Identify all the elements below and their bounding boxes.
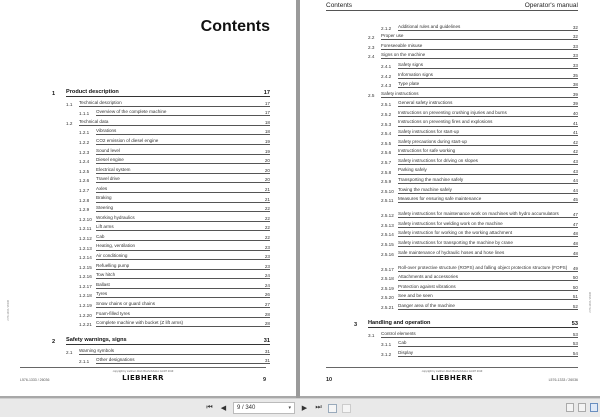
toc-entry-number: 2.5.8	[381, 169, 392, 175]
toc-entry-page: 44	[572, 187, 578, 193]
toc-entry[interactable]	[52, 107, 270, 117]
toc-entry-page: 17	[264, 100, 270, 106]
toc-entry[interactable]	[368, 107, 578, 117]
toc-entry-number: 2.4	[368, 54, 375, 60]
toc-entry-page: 53	[571, 321, 578, 328]
toc-entry[interactable]	[368, 218, 578, 228]
toc-entry[interactable]	[368, 79, 578, 89]
toc-entry-page: 21	[264, 186, 270, 192]
toc-entry[interactable]	[368, 127, 578, 137]
toc-entry-number: 2.1	[66, 349, 73, 355]
toc-entry[interactable]	[368, 175, 578, 185]
toc-entry-title[interactable]: Safety instructions for maintenance work on machines with hydro accumulators	[398, 211, 578, 218]
toc-entry-title[interactable]: Type plate	[398, 81, 578, 88]
toc-entry[interactable]	[52, 164, 270, 174]
toc-entry-number: 1	[52, 91, 56, 97]
toc-entry[interactable]	[368, 146, 578, 156]
toc-entry-title[interactable]: Tyres	[96, 291, 270, 298]
toc-entry-number: 1.2	[66, 120, 73, 126]
toc-entry[interactable]	[52, 251, 270, 261]
toc-entry-number: 1.2.14	[79, 255, 92, 261]
toc-entry-page: 22	[264, 234, 270, 240]
toc-entry-number: 2.1.1	[79, 359, 90, 365]
toc-entry-title[interactable]: Proper use	[381, 33, 578, 40]
toc-entry-title[interactable]: Refuelling pump	[96, 263, 270, 270]
toc-entry-page: 48	[572, 250, 578, 256]
toc-entry-number: 1.2.9	[79, 207, 90, 213]
toc-entry[interactable]	[368, 338, 578, 348]
toc-entry-number: 2.5.16	[381, 251, 394, 257]
toc-entry-title[interactable]: Technical description	[79, 100, 270, 107]
table-of-contents-right	[354, 21, 578, 357]
running-head-manual: Operator's manual	[524, 2, 578, 9]
toc-entry[interactable]	[52, 355, 270, 365]
toc-entry-number: 1.2.10	[79, 216, 92, 222]
toc-entry-number: 2.5.21	[381, 305, 394, 311]
toc-entry[interactable]	[354, 314, 578, 329]
prev-page-button[interactable]: ◀	[220, 405, 227, 412]
toc-entry-page: 48	[572, 231, 578, 237]
toc-entry-title[interactable]: Safety instructions for welding work on the machine	[398, 221, 578, 228]
toc-entry-title[interactable]: Snow chains or guard chains	[96, 301, 270, 308]
toc-entry-page: 53	[572, 331, 578, 337]
toc-entry[interactable]	[368, 257, 578, 272]
copyright-text: copyright by Liebherr-Werk Bischofshofen GmbH 2019	[421, 370, 483, 373]
liebherr-logo: LIEBHERR	[431, 374, 473, 382]
toc-entry-page: 26	[264, 292, 270, 298]
toc-entry-page: 54	[572, 350, 578, 356]
toc-entry-title[interactable]: See and be seen	[398, 293, 578, 300]
toc-entry-title[interactable]: Foreseeable misuse	[381, 43, 578, 50]
toc-entry-number: 1.2.1	[79, 130, 90, 136]
toc-entry[interactable]	[52, 331, 270, 345]
toc-entry-number: 2.4.2	[381, 73, 392, 79]
toc-entry[interactable]	[368, 88, 578, 98]
toc-entry-page: 43	[572, 158, 578, 164]
toc-entry-number: 2.5.3	[381, 121, 392, 127]
toc-entry-number: 2.5.17	[381, 266, 394, 272]
toc-entry[interactable]	[52, 260, 270, 270]
toc-entry-number: 2.5	[368, 92, 375, 98]
toc-entry-page: 39	[572, 91, 578, 97]
toc-entry[interactable]	[368, 228, 578, 238]
toc-entry-number: 1.2.15	[79, 264, 92, 270]
toc-entry-title[interactable]: Cab	[398, 340, 578, 347]
toc-entry-title[interactable]: Safety instructions for transporting the machine by crane	[398, 240, 578, 247]
toc-entry-page: 38	[572, 82, 578, 88]
toc-entry[interactable]	[52, 222, 270, 232]
toc-entry-title[interactable]: Control elements	[381, 331, 578, 338]
single-page-view-icon[interactable]	[566, 403, 574, 412]
toc-entry[interactable]	[368, 281, 578, 291]
toc-entry[interactable]	[52, 116, 270, 126]
toc-entry-title[interactable]: Braking	[96, 195, 270, 202]
table-of-contents-left	[52, 79, 270, 364]
page-footer-right	[326, 367, 578, 387]
toc-entry[interactable]	[52, 298, 270, 308]
toc-entry-page: 47	[572, 212, 578, 218]
toc-entry[interactable]	[368, 155, 578, 165]
toc-entry-page: 20	[264, 158, 270, 164]
toc-entry-number: 2.5.4	[381, 131, 392, 137]
toc-entry-title[interactable]: Technical data	[79, 119, 270, 126]
toc-entry-title[interactable]: Safety instructions for start-up	[398, 129, 578, 136]
toc-entry[interactable]	[52, 203, 270, 213]
toc-entry-number: 2.5.1	[381, 102, 392, 108]
toc-entry-number: 1.2.21	[79, 322, 92, 328]
toc-entry-title[interactable]: Heating, ventilation	[96, 243, 270, 250]
toc-entry-title[interactable]: Ballast	[96, 282, 270, 289]
page-number: 10	[326, 377, 333, 383]
toc-entry-title[interactable]: Lift arms	[96, 224, 270, 231]
toc-entry-number: 2.5.19	[381, 285, 394, 291]
toc-entry-page: 49	[572, 265, 578, 271]
toc-entry-title[interactable]: Travel drive	[96, 176, 270, 183]
page-number-value: 9 / 340	[237, 405, 256, 411]
toc-entry-number: 1.1.1	[79, 111, 90, 117]
toc-entry[interactable]	[52, 289, 270, 299]
toc-entry-page: 23	[264, 254, 270, 260]
toc-entry-number: 3	[354, 322, 358, 329]
toc-entry[interactable]	[52, 308, 270, 318]
toc-entry-number: 2.5.13	[381, 222, 394, 228]
toc-entry[interactable]	[368, 247, 578, 257]
toc-entry-number: 1.2.19	[79, 303, 92, 309]
toc-entry-page: 18	[264, 129, 270, 135]
toc-entry-page: 24	[264, 273, 270, 279]
toc-entry-page: 32	[572, 34, 578, 40]
toc-entry-title[interactable]: Overview of the complete machine	[96, 109, 270, 116]
toc-entry[interactable]	[52, 135, 270, 145]
toc-entry-title[interactable]: Measures for ensuring safe maintenance	[398, 196, 578, 203]
toc-entry-title[interactable]: Safety warnings, signs	[66, 337, 270, 345]
toc-entry-page: 23	[264, 263, 270, 269]
toc-entry-page: 35	[572, 72, 578, 78]
toc-entry[interactable]	[368, 21, 578, 31]
toc-entry-page: 45	[572, 197, 578, 203]
viewer-toolbar	[0, 398, 600, 417]
copy-icon[interactable]	[328, 404, 337, 413]
toc-entry-title[interactable]: Instructions for safe working	[398, 148, 578, 155]
page-navigation	[205, 402, 351, 414]
toc-entry[interactable]	[368, 194, 578, 204]
toc-entry-title[interactable]: Towing the machine safely	[398, 187, 578, 194]
toc-entry-page: 53	[572, 341, 578, 347]
toc-entry-number: 1.2.8	[79, 197, 90, 203]
toc-entry-number: 1.2.3	[79, 149, 90, 155]
toc-entry-title[interactable]: Axles	[96, 186, 270, 193]
copyright-text: copyright by Liebherr-Werk Bischofshofen GmbH 2019	[112, 370, 174, 373]
toc-entry-title[interactable]: Roll-over protective structure (ROPS) and falling object protection structure (FOPS)	[398, 265, 578, 272]
toc-entry[interactable]	[52, 145, 270, 155]
toc-entry[interactable]	[368, 31, 578, 41]
toc-entry-page: 20	[264, 167, 270, 173]
toc-entry-title[interactable]: Foam-filled tyres	[96, 311, 270, 318]
toc-entry-title[interactable]: Vibrations	[96, 128, 270, 135]
toc-entry-title[interactable]: Other designations	[96, 357, 270, 364]
toc-entry-title[interactable]: Tow hitch	[96, 272, 270, 279]
toc-entry-number: 2.5.5	[381, 140, 392, 146]
toc-entry-title[interactable]: Signs on the machine	[381, 52, 578, 59]
page-gutter	[296, 0, 300, 398]
toc-entry-title[interactable]: Sound level	[96, 148, 270, 155]
toc-entry-title[interactable]: Safety signs	[398, 62, 578, 69]
toc-entry-number: 2.5.10	[381, 188, 394, 194]
toc-entry-title[interactable]: Instructions on preventing crushing injuries and burns	[398, 110, 578, 117]
toc-entry-number: 1.2.7	[79, 187, 90, 193]
toc-entry[interactable]	[52, 270, 270, 280]
toc-entry-number: 2.5.7	[381, 159, 392, 165]
toc-entry[interactable]	[368, 98, 578, 108]
toc-entry[interactable]	[368, 136, 578, 146]
toc-entry-number: 2.4.3	[381, 83, 392, 89]
toc-entry-title[interactable]: Additional rules and guidelines	[398, 24, 578, 31]
toc-entry-title[interactable]: Warning symbols	[79, 348, 270, 355]
toc-entry-number: 2.5.6	[381, 150, 392, 156]
toc-entry-page: 41	[572, 120, 578, 126]
toc-entry-number: 2.5.12	[381, 213, 394, 219]
toc-entry-page: 22	[264, 206, 270, 212]
toc-entry-title[interactable]: Display	[398, 350, 578, 357]
toc-entry-page: 19	[264, 138, 270, 144]
toc-entry-page: 28	[264, 321, 270, 327]
toc-entry-page: 24	[264, 282, 270, 288]
toc-entry-title[interactable]: General safety instructions	[398, 100, 578, 107]
toc-entry-number: 2.3	[368, 44, 375, 50]
toc-entry-title[interactable]: Safety instruction for working on the working attachment	[398, 230, 578, 237]
toc-entry[interactable]	[368, 328, 578, 338]
liebherr-logo: LIEBHERR	[122, 374, 164, 382]
toc-entry[interactable]	[368, 203, 578, 218]
toc-entry[interactable]	[52, 212, 270, 222]
toc-entry-title[interactable]: Information signs	[398, 72, 578, 79]
toc-entry-number: 1.2.20	[79, 312, 92, 318]
last-page-button[interactable]: ⏭	[315, 404, 322, 411]
toc-entry[interactable]	[368, 69, 578, 79]
side-code: L576-1333 / 26036	[589, 292, 592, 313]
toc-entry-number: 2.5.2	[381, 111, 392, 117]
toc-entry-number: 1.2.13	[79, 245, 92, 251]
toc-entry-title[interactable]: Transporting the machine safely	[398, 177, 578, 184]
toc-entry-number: 2.5.11	[381, 198, 394, 204]
bookmark-view-icon[interactable]	[578, 403, 586, 412]
toc-entry-number: 1.2.11	[79, 226, 92, 232]
toc-entry-title[interactable]: Product description	[66, 89, 270, 97]
toc-entry-page: 39	[572, 101, 578, 107]
toc-entry-number: 2.1.2	[381, 25, 392, 31]
toc-entry-page: 31	[264, 358, 270, 364]
toc-entry-number: 1.2.6	[79, 178, 90, 184]
toc-entry-page: 22	[264, 225, 270, 231]
toc-entry-page: 47	[572, 221, 578, 227]
toc-entry-number: 1.2.12	[79, 235, 92, 241]
toc-entry-page: 31	[263, 338, 270, 345]
toc-entry[interactable]	[368, 50, 578, 60]
toc-entry-number: 2.5.14	[381, 232, 394, 238]
toc-entry-title[interactable]: Danger area of the machine	[398, 303, 578, 310]
toc-entry-title[interactable]: Protection against vibrations	[398, 284, 578, 291]
toc-entry[interactable]	[368, 291, 578, 301]
toc-entry-number: 2.5.20	[381, 295, 394, 301]
toc-entry-number: 1.2.18	[79, 293, 92, 299]
document-code: L576-1333 / 26036	[20, 378, 50, 382]
toc-entry-number: 1.1	[66, 101, 73, 107]
toc-entry[interactable]	[368, 300, 578, 310]
toc-entry-page: 44	[572, 178, 578, 184]
toc-entry-title[interactable]: Air conditioning	[96, 253, 270, 260]
next-page-button[interactable]: ▶	[301, 405, 308, 412]
chevron-down-icon[interactable]: ▾	[288, 405, 291, 411]
toc-entry-page: 28	[264, 311, 270, 317]
toc-entry-title[interactable]: Complete machine with bucket (Z lift arms)	[96, 320, 270, 327]
toc-entry-page: 19	[264, 148, 270, 154]
toc-entry[interactable]	[52, 279, 270, 289]
toc-entry-number: 1.2.16	[79, 274, 92, 280]
toc-entry[interactable]	[368, 237, 578, 247]
toc-entry-title[interactable]: Instructions on preventing fires and explosions	[398, 119, 578, 126]
toc-entry-page: 17	[264, 110, 270, 116]
running-head	[326, 2, 578, 11]
toc-entry-number: 3.1.1	[381, 342, 392, 348]
toc-entry[interactable]	[52, 97, 270, 107]
page-number: 9	[262, 377, 266, 383]
page-number-field[interactable]	[233, 402, 295, 414]
toc-entry-title[interactable]: Safety instructions	[381, 91, 578, 98]
page-left	[0, 0, 296, 396]
toc-entry-page: 31	[264, 348, 270, 354]
toc-entry-page: 33	[572, 43, 578, 49]
toc-entry-number: 3.1	[368, 332, 375, 338]
toc-entry-page: 20	[264, 177, 270, 183]
toc-entry-number: 1.2.4	[79, 159, 90, 165]
toc-entry-title[interactable]: Attachments and accessories	[398, 274, 578, 281]
toc-entry[interactable]	[368, 40, 578, 50]
toc-entry-number: 1.2.5	[79, 168, 90, 174]
toc-entry-page: 23	[264, 244, 270, 250]
toc-entry-page: 21	[264, 196, 270, 202]
toc-entry-title[interactable]: Diesel engine	[96, 157, 270, 164]
running-head-section: Contents	[326, 2, 353, 9]
toc-entry[interactable]	[52, 231, 270, 241]
toc-entry-page: 42	[572, 149, 578, 155]
toc-entry[interactable]	[52, 345, 270, 355]
page-right	[298, 0, 600, 396]
side-code: L576-1333 / 26036	[7, 300, 10, 321]
toc-entry-title[interactable]: Working hydraulics	[96, 215, 270, 222]
two-page-view-icon[interactable]	[590, 403, 598, 412]
toc-entry[interactable]	[52, 174, 270, 184]
toc-entry[interactable]	[368, 347, 578, 357]
toc-entry-number: 1.2.17	[79, 283, 92, 289]
toc-entry-page: 18	[264, 119, 270, 125]
toc-entry-page: 33	[572, 53, 578, 59]
toc-entry-page: 52	[572, 304, 578, 310]
first-page-button[interactable]: ⏮	[206, 404, 213, 411]
toc-entry-page: 22	[264, 215, 270, 221]
toc-entry[interactable]	[52, 241, 270, 251]
toc-entry[interactable]	[52, 193, 270, 203]
toc-entry[interactable]	[368, 59, 578, 69]
toc-entry-number: 2.5.9	[381, 179, 392, 185]
page-footer-left	[20, 367, 266, 387]
toc-entry-page: 27	[264, 302, 270, 308]
toc-entry-page: 42	[572, 139, 578, 145]
toc-entry-title[interactable]: Electrical system	[96, 167, 270, 174]
toc-entry-number: 3.1.2	[381, 351, 392, 357]
toc-entry-page: 43	[572, 168, 578, 174]
toc-entry-title[interactable]: Handling and operation	[368, 320, 578, 328]
toc-entry-number: 1.2.2	[79, 139, 90, 145]
toc-entry[interactable]	[52, 126, 270, 136]
toc-entry-title[interactable]: Parking safely	[398, 167, 578, 174]
toc-entry[interactable]	[52, 155, 270, 165]
toc-entry-title[interactable]: Steering	[96, 205, 270, 212]
toc-entry-title[interactable]: Safety instructions for driving on slopes	[398, 158, 578, 165]
paste-icon[interactable]	[342, 404, 351, 413]
page-title: Contents	[200, 18, 270, 35]
toc-entry-page: 41	[572, 130, 578, 136]
toc-entry[interactable]	[52, 183, 270, 193]
toc-entry-title[interactable]: Cab	[96, 234, 270, 241]
document-code: L576-1333 / 26036	[548, 378, 578, 382]
toc-entry-page: 17	[263, 90, 270, 96]
toc-entry-page: 50	[572, 275, 578, 281]
toc-entry-number: 2.2	[368, 35, 375, 41]
toc-entry-number: 2.5.18	[381, 276, 394, 282]
toc-entry-title[interactable]: CO2 emission of diesel engine	[96, 138, 270, 145]
view-mode-buttons	[566, 403, 598, 412]
toc-entry[interactable]	[368, 117, 578, 127]
toc-entry[interactable]	[52, 318, 270, 328]
toc-entry-number: 2.5.15	[381, 242, 394, 248]
toc-entry[interactable]	[368, 272, 578, 282]
toc-entry-page: 33	[572, 62, 578, 68]
toc-entry-title[interactable]: Safety precautions during start-up	[398, 139, 578, 146]
toc-entry[interactable]	[368, 165, 578, 175]
toc-entry[interactable]	[52, 83, 270, 97]
toc-entry-page: 51	[572, 294, 578, 300]
toc-entry-number: 2.4.1	[381, 63, 392, 69]
toc-entry-page: 40	[572, 110, 578, 116]
toc-entry-page: 32	[572, 24, 578, 30]
toc-entry-page: 50	[572, 284, 578, 290]
toc-entry-page: 48	[572, 241, 578, 247]
toc-entry-number: 2	[52, 339, 56, 346]
toc-entry-title[interactable]: Safe maintenance of hydraulic hoses and hose lines	[398, 250, 578, 257]
toc-entry[interactable]	[368, 184, 578, 194]
